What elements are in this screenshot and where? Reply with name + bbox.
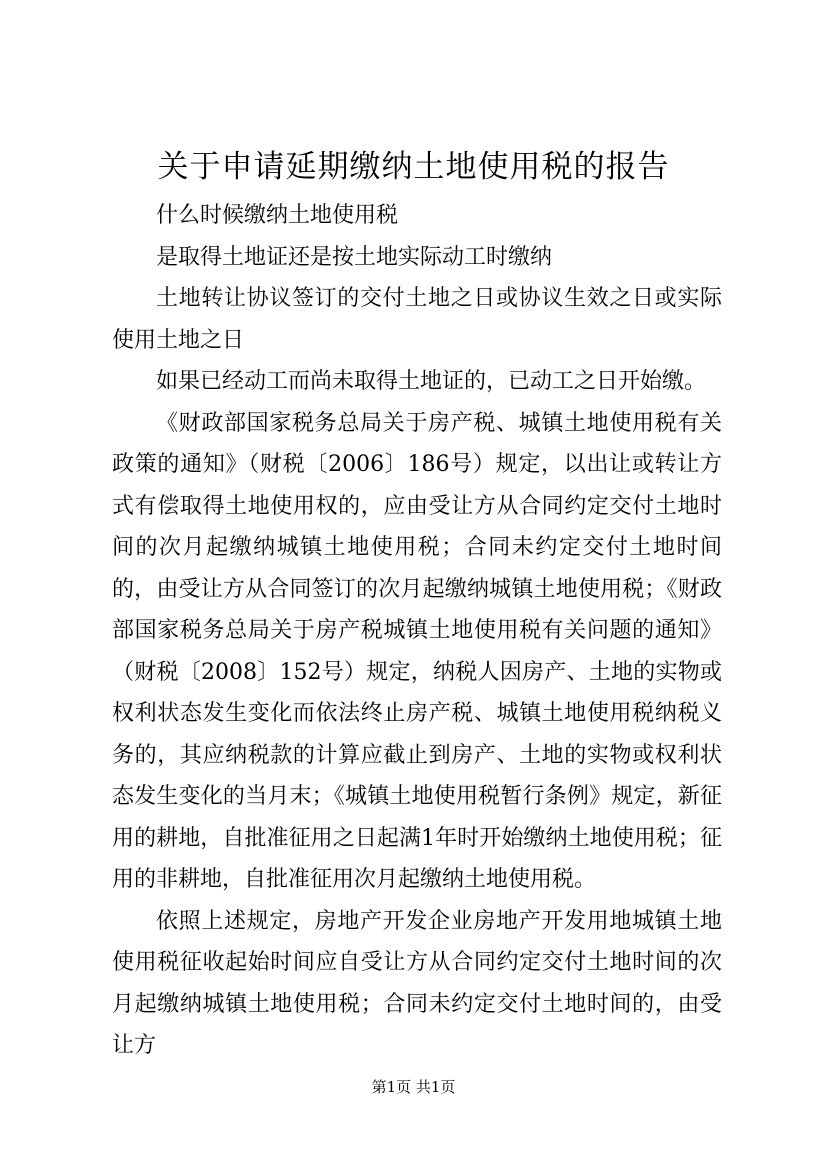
paragraph: 《财政部国家税务总局关于房产税、城镇土地使用税有关政策的通知》（财税〔2006〕186号）规定，以出让或转让方式有偿取得土地使用权的，应由受让方从合同约定交付土地时间的次月起缴纳城镇土地使用税；合同未约定交付土地时间的，由受让方从合同签订的次月起缴纳城镇土地使用税；《财政部国家税务总局关于房产税城镇土地使用税有关问题的通知》（财税〔2008〕152号）规定，纳税人因房产、土地的实物或权利状态发生变化而依法终止房产税、城镇土地使用税纳税义务的，其应纳税款的计算应截止到房产、土地的实物或权利状态发生变化的当月末；《城镇土地使用税暂行条例》规定，新征用的耕地，自批准征用之日起满1年时开始缴纳土地使用税；征用的非耕地，自批准征用次月起缴纳土地使用税。 bbox=[112, 410, 722, 892]
document-body bbox=[112, 195, 722, 1067]
paragraph: 是取得土地证还是按土地实际动工时缴纳 bbox=[156, 244, 553, 270]
paragraph: 什么时候缴纳土地使用税 bbox=[156, 203, 399, 228]
paragraph: 土地转让协议签订的交付土地之日或协议生效之日或实际使用土地之日 bbox=[112, 286, 722, 353]
document-title: 关于申请延期缴纳土地使用税的报告 bbox=[157, 149, 670, 185]
page-footer: 第1页 共1页 bbox=[371, 1078, 456, 1096]
paragraph: 如果已经动工而尚未取得土地证的，已动工之日开始缴。 bbox=[156, 369, 707, 394]
paragraph: 依照上述规定，房地产开发企业房地产开发用地城镇土地使用税征收起始时间应自受让方从合同约定交付土地时间的次月起缴纳城镇土地使用税；合同未约定交付土地时间的，由受让方 bbox=[112, 908, 722, 1058]
